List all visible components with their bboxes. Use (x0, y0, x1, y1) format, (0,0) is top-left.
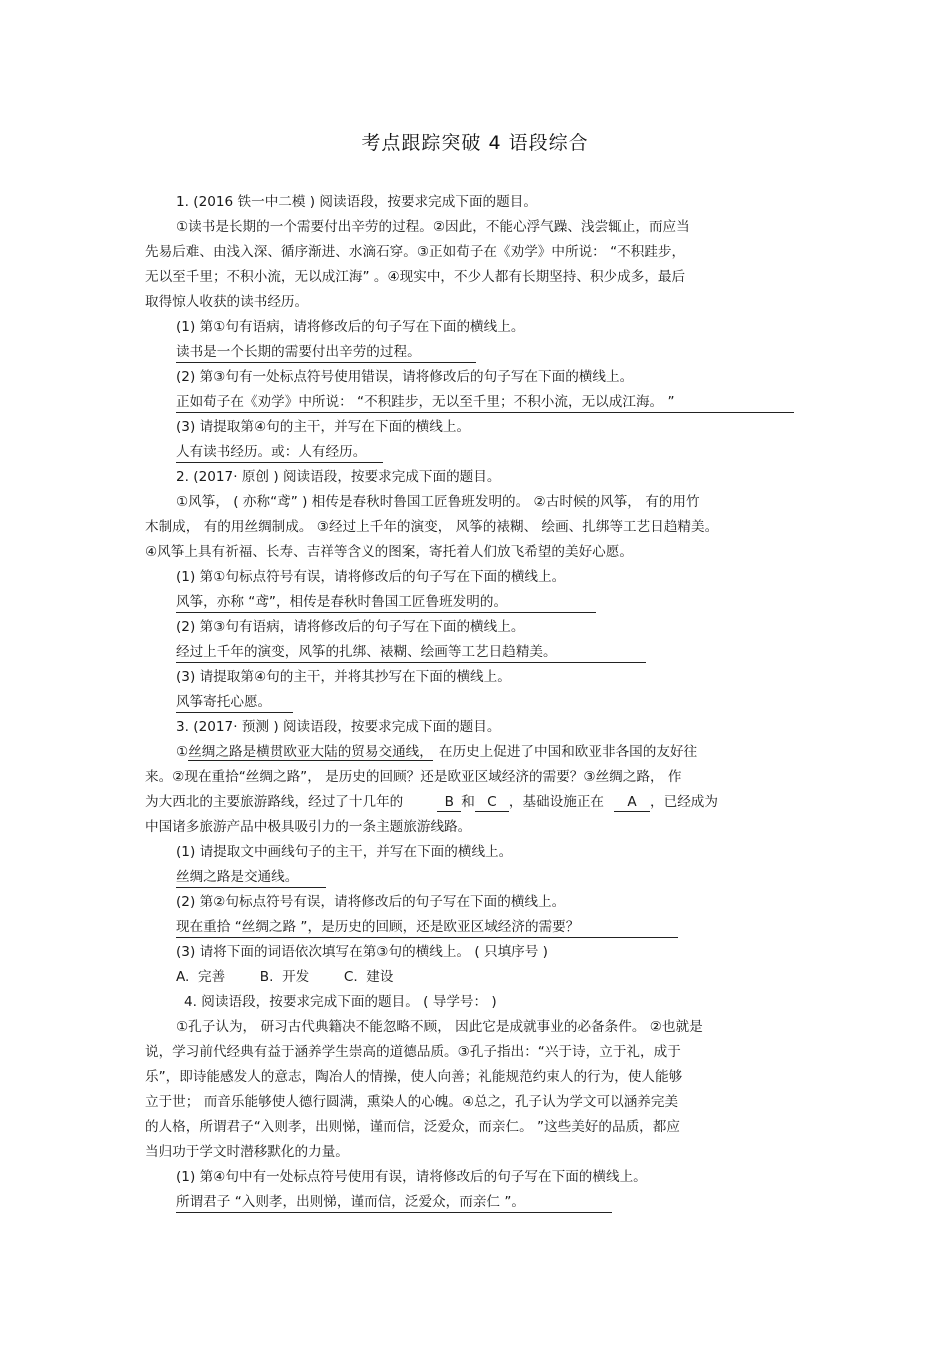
q2-sub3: (3) 请提取第④句的主干，并将其抄写在下面的横线上。 (176, 669, 511, 685)
q1-sub2: (2) 第③句有一处标点符号使用错误，请将修改后的句子写在下面的横线上。 (176, 369, 634, 385)
q3-underlined-sentence: 丝绸之路是横贯欧亚大陆的贸易交通线， (188, 744, 433, 760)
q2-answer2-line (145, 640, 813, 665)
q2-answer1: 风筝，亦称 “鸢”，相传是春秋时鲁国工匠鲁班发明的。 (176, 593, 596, 613)
q2-stem: 2. (2017· 原创 ) 阅读语段，按要求完成下面的题目。 (176, 469, 501, 485)
q3-passage-text: ，基础设施正在 (508, 794, 605, 810)
q2-passage-line: ④风筝上具有祈福、长寿、吉祥等含义的图案，寄托着人们放飞希望的美好心愿。 (145, 544, 633, 560)
q3-passage-text: 为大西北的主要旅游路线，经过了十几年的 (145, 794, 404, 810)
blank-a: A (614, 793, 650, 812)
document-body (145, 190, 813, 1215)
q3-passage-line: 中国诸多旅游产品中极具吸引力的一条主题旅游线路。 (145, 819, 472, 835)
q4-stem: 4. 阅读语段，按要求完成下面的题目。 ( 导学号： ) (184, 994, 497, 1010)
q3-passage-text: ，已经成为 (650, 794, 718, 810)
q4-passage-line: 当归功于学文时潜移默化的力量。 (145, 1144, 349, 1160)
q1-answer2-line (145, 390, 813, 415)
q4-answer1: 所谓君子 “入则孝，出则悌，谨而信，泛爱众，而亲仁 ”。 (176, 1193, 612, 1213)
q1-sub1: (1) 第①句有语病，请将修改后的句子写在下面的横线上。 (176, 319, 525, 335)
q1-answer1: 读书是一个长期的需要付出辛劳的过程。 (176, 343, 476, 363)
q1-passage-line: 先易后难、由浅入深、循序渐进、水滴石穿。③正如荀子在《劝学》中所说： “不积跬步， (145, 244, 686, 260)
q2-sub1: (1) 第①句标点符号有误，请将修改后的句子写在下面的横线上。 (176, 569, 566, 585)
q2-answer1-line (145, 590, 813, 615)
q3-passage-text: 在历史上促进了中国和欧亚非各国的友好往 (438, 744, 698, 760)
q2-sub2: (2) 第③句有语病，请将修改后的句子写在下面的横线上。 (176, 619, 525, 635)
q2-answer2: 经过上千年的演变，风筝的扎绑、裱糊、绘画等工艺日趋精美。 (176, 643, 646, 663)
q3-passage-text: 和 (461, 794, 475, 810)
blank-b: B (437, 793, 461, 812)
q3-options: A. 完善 B. 开发 C. 建设 (176, 969, 394, 985)
q1-answer2: 正如荀子在《劝学》中所说： “不积跬步，无以至千里；不积小流，无以成江海。 ” (176, 393, 794, 413)
q4-sub1: (1) 第④句中有一处标点符号使用有误，请将修改后的句子写在下面的横线上。 (176, 1169, 647, 1185)
q3-answer2-line (145, 915, 813, 940)
q3-answer2: 现在重拾 “丝绸之路 ”，是历史的回顾，还是欧亚区域经济的需要？ (176, 918, 678, 938)
q1-answer3: 人有读书经历。或：人有经历。 (176, 443, 383, 463)
q4-passage-line: ①孔子认为， 研习古代典籍决不能忽略不顾， 因此它是成就事业的必备条件。 ②也就是 (176, 1019, 703, 1035)
blank-c: C (475, 793, 509, 812)
q4-answer1-line (145, 1190, 813, 1215)
q4-passage-line: 乐”，即诗能感发人的意志，陶冶人的情操，使人向善；礼能规范约束人的行为，使人能够 (145, 1069, 683, 1085)
q3-answer1: 丝绸之路是交通线。 (176, 868, 326, 888)
q1-stem: 1. (2016 铁一中二模 ) 阅读语段，按要求完成下面的题目。 (176, 194, 537, 210)
q3-sub1: (1) 请提取文中画线句子的主干，并写在下面的横线上。 (176, 844, 513, 860)
q3-passage-line: 来。②现在重拾“丝绸之路”， 是历史的回顾？还是欧亚区域经济的需要？③丝绸之路， 作 (145, 769, 682, 785)
q1-answer3-line (145, 440, 813, 465)
q4-passage-line: 的人格，所谓君子“入则孝，出则悌，谨而信，泛爱众，而亲仁。 ”这些美好的品质，都应 (145, 1119, 680, 1135)
q4-passage-line: 说，学习前代经典有益于涵养学生崇高的道德品质。③孔子指出：“兴于诗，立于礼，成于 (145, 1044, 681, 1060)
q3-circle-num: ① (176, 744, 189, 760)
q3-answer1-line (145, 865, 813, 890)
q2-passage-line: 木制成， 有的用丝绸制成。 ③经过上千年的演变， 风筝的裱糊、 绘画、扎绑等工艺日趋精美。 (145, 519, 719, 535)
q3-passage-line (145, 740, 813, 765)
q2-answer3-line (145, 690, 813, 715)
q3-sub2: (2) 第②句标点符号有误，请将修改后的句子写在下面的横线上。 (176, 894, 566, 910)
q1-answer1-line (145, 340, 813, 365)
q1-passage-line: 无以至千里；不积小流，无以成江海” 。④现实中，不少人都有长期坚持、积少成多，最后 (145, 269, 686, 285)
q2-passage-line: ①风筝， ( 亦称“鸢” ) 相传是春秋时鲁国工匠鲁班发明的。 ②古时候的风筝， 有的用竹 (176, 494, 700, 510)
q1-passage-line: 取得惊人收获的读书经历。 (145, 294, 309, 310)
q2-answer3: 风筝寄托心愿。 (176, 693, 293, 713)
q3-passage-line (145, 790, 813, 815)
q3-stem: 3. (2017· 预测 ) 阅读语段，按要求完成下面的题目。 (176, 719, 501, 735)
q4-passage-line: 立于世； 而音乐能够使人德行圆满，熏染人的心魄。④总之，孔子认为学文可以涵养完美 (145, 1094, 679, 1110)
q3-sub3: (3) 请将下面的词语依次填写在第③句的横线上。 ( 只填序号 ) (176, 944, 548, 960)
page-title: 考点跟踪突破 4 语段综合 (361, 132, 589, 154)
q1-sub3: (3) 请提取第④句的主干，并写在下面的横线上。 (176, 419, 471, 435)
q1-passage-line: ①读书是长期的一个需要付出辛劳的过程。②因此，不能心浮气躁、浅尝辄止，而应当 (176, 219, 690, 235)
